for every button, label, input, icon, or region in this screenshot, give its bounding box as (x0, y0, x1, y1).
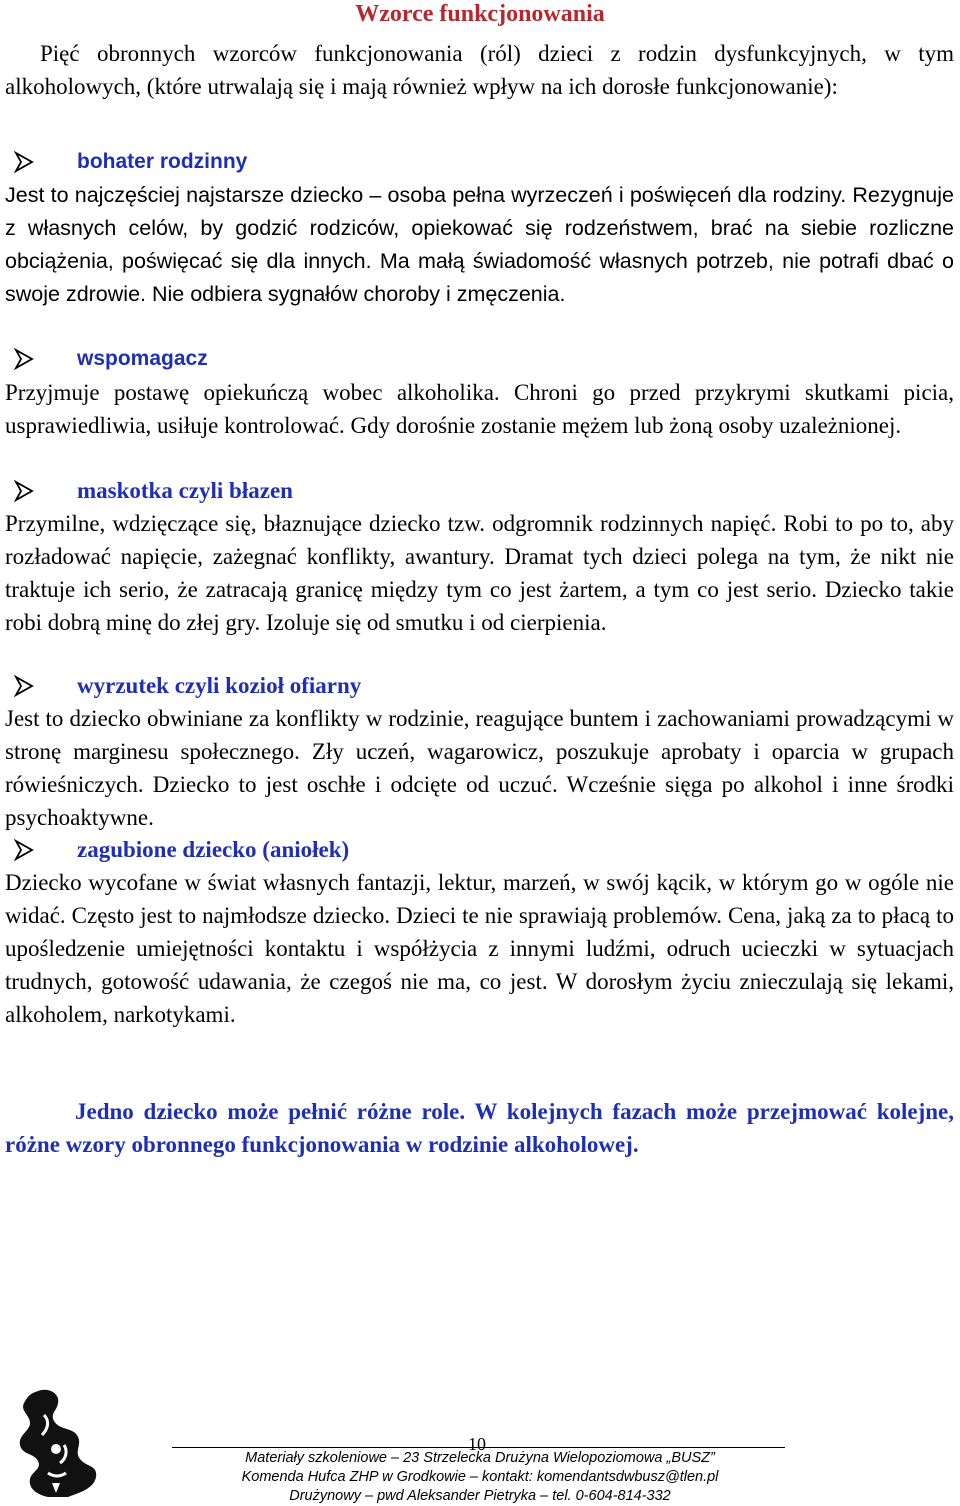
role-heading-scapegoat (5, 670, 945, 702)
role-heading-label: maskotka czyli błazen (77, 478, 293, 503)
role-heading-hero (5, 146, 945, 178)
role-description-lost-child: Dziecko wycofane w świat własnych fantazji, lektur, marzeń, w swój kącik, w którym go w ogóle nie widać. Często jest to najmłodsze dziecko. Dzieci te nie sprawiają problemów. Cena, jaką za to płacą to upośledzenie umiejętności kontaktu i współżycia z innymi ludźmi, odruch ucieczki w sytuacjach trudnych, gotowość udawania, że czegoś nie ma, co jest. W dorosłym życiu znieczulają się lekami, alkoholem, narkotykami. (5, 870, 954, 1027)
role-heading-label: wyrzutek czyli kozioł ofiarny (77, 673, 362, 698)
arrow-bullet-icon (13, 480, 35, 502)
role-heading-lost-child (5, 834, 945, 866)
role-description-enabler: Przyjmuje postawę opiekuńczą wobec alkoholika. Chroni go przed przykrymi skutkami picia, usprawiedliwia, usiłuje kontrolować. Gdy dorośnie zostanie mężem lub żoną osoby uzależnionej. (5, 380, 954, 438)
page-title: Wzorce funkcjonowania (355, 1, 605, 27)
footer-line-leader: Drużynowy – pwd Aleksander Pietryka – tel. 0-604-814-332 (289, 1488, 671, 1504)
intro-paragraph: Pięć obronnych wzorców funkcjonowania (ról) dzieci z rodzin dysfunkcyjnych, w tym alkoholowych, (które utrwalają się i mają również wpływ na ich dorosłe funkcjonowanie): (5, 41, 954, 99)
role-heading-label: bohater rodzinny (77, 150, 248, 173)
page-number: 10 (468, 1434, 486, 1454)
arrow-bullet-icon (13, 839, 35, 861)
role-heading-mascot (5, 475, 945, 507)
role-heading-enabler (5, 343, 945, 375)
arrow-bullet-icon (13, 151, 35, 173)
footer-line-contact: Komenda Hufca ZHP w Grodkowie – kontakt: komendantsdwbusz@tlen.pl (241, 1469, 719, 1485)
role-description-scapegoat: Jest to dziecko obwiniane za konflikty w rodzinie, reagujące buntem i zachowaniami prowadzącymi w stronę marginesu społecznego. Zły uczeń, wagarowicz, poszukuje aprobaty i oparcia w grupach rówieśniczych. Dziecko to jest oschłe i odcięte od uczuć. Wcześnie sięga po alkohol i inne środki psychoaktywne. (5, 706, 954, 830)
arrow-bullet-icon (13, 348, 35, 370)
conclusion-paragraph: Jedno dziecko może pełnić różne role. W kolejnych fazach może przejmować kolejne, różne wzory obronnego funkcjonowania w rodzinie alkoholowej. (5, 1099, 954, 1157)
role-description-mascot: Przymilne, wdzięczące się, błaznujące dziecko tzw. odgromnik rodzinnych napięć. Robi to po to, aby rozładować napięcie, zażegnać konflikty, awantury. Dramat tych dzieci polega na tym, że nikt nie traktuje ich serio, że zatracają granicę między tym co jest żartem, a tym co jest serio. Dziecko takie robi dobrą minę do złej gry. Izoluje się od smutku i od cierpienia. (5, 511, 954, 635)
role-heading-label: zagubione dziecko (aniołek) (77, 837, 350, 862)
arrow-bullet-icon (13, 675, 35, 697)
footer-line-materials: Materiały szkoleniowe – 23 Strzelecka Drużyna Wielopoziomowa „BUSZ” (245, 1450, 715, 1466)
role-heading-label: wspomagacz (77, 347, 208, 370)
role-description-hero: Jest to najczęściej najstarsze dziecko – osoba pełna wyrzeczeń i poświęceń dla rodziny. Rezygnuje z własnych celów, by godzić rodziców, opiekować się rodzeństwem, brać na siebie rozliczne obciążenia, poświęcać się dla innych. Ma małą świadomość własnych potrzeb, nie potrafi dbać o swoje zdrowie. Nie odbiera sygnałów choroby i zmęczenia. (5, 183, 954, 306)
